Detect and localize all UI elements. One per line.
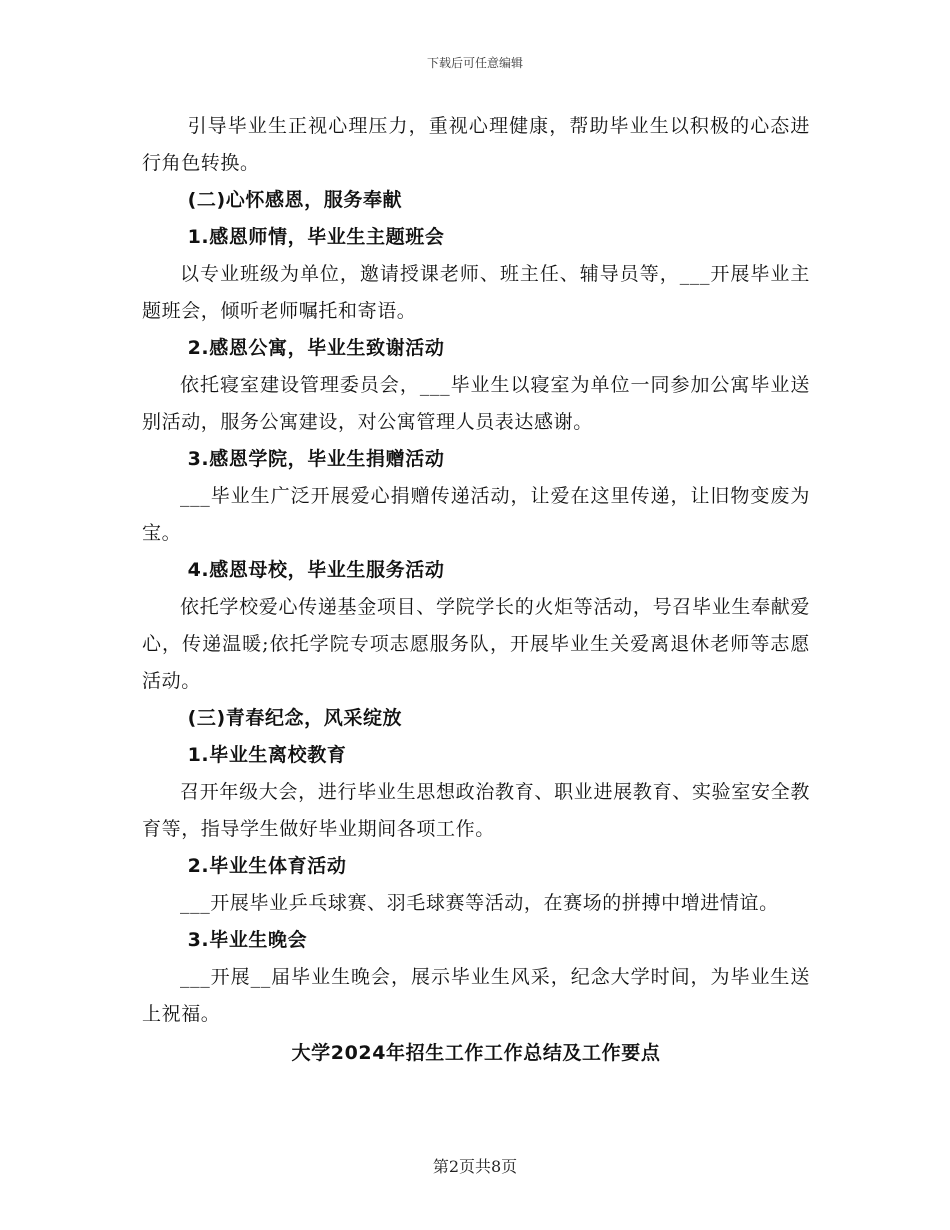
subsection-heading: 2.感恩公寓，毕业生致谢活动: [187, 337, 445, 359]
paragraph: ___毕业生广泛开展爱心捐赠传递活动，让爱在这里传递，让旧物变废为宝。: [142, 485, 810, 544]
paragraph: 召开年级大会，进行毕业生思想政治教育、职业进展教育、实验室安全教育等，指导学生做好毕业期间各项工作。: [142, 781, 810, 840]
subsection-heading: 4.感恩母校，毕业生服务活动: [187, 559, 445, 581]
document-body: [142, 108, 810, 1072]
paragraph: 引导毕业生正视心理压力，重视心理健康，帮助毕业生以积极的心态进行角色转换。: [142, 115, 810, 174]
page-header: 下载后可任意编辑: [426, 56, 523, 70]
subsection-heading: 1.毕业生离校教育: [187, 744, 347, 766]
section-heading: (三)青春纪念，风采绽放: [187, 707, 403, 729]
subsection-heading: 2.毕业生体育活动: [187, 855, 347, 877]
subsection-heading: 1.感恩师情，毕业生主题班会: [187, 226, 445, 248]
subsection-heading: 3.毕业生晚会: [187, 929, 308, 951]
paragraph: 依托寝室建设管理委员会，___毕业生以寝室为单位一同参加公寓毕业送别活动，服务公寓建设，对公寓管理人员表达感谢。: [142, 374, 810, 433]
paragraph: 以专业班级为单位，邀请授课老师、班主任、辅导员等，___开展毕业主题班会，倾听老师嘱托和寄语。: [142, 263, 810, 322]
paragraph: 依托学校爱心传递基金项目、学院学长的火炬等活动，号召毕业生奉献爱心，传递温暖;依托学院专项志愿服务队，开展毕业生关爱离退休老师等志愿活动。: [142, 596, 810, 692]
paragraph: ___开展__届毕业生晚会，展示毕业生风采，纪念大学时间，为毕业生送上祝福。: [142, 966, 810, 1025]
section-heading: (二)心怀感恩，服务奉献: [187, 189, 403, 211]
document-title: 大学2024年招生工作工作总结及工作要点: [291, 1042, 661, 1064]
paragraph: ___开展毕业乒乓球赛、羽毛球赛等活动，在赛场的拼搏中增进情谊。: [180, 892, 779, 914]
subsection-heading: 3.感恩学院，毕业生捐赠活动: [187, 448, 445, 470]
page-footer: 第2页共8页: [432, 1157, 518, 1176]
